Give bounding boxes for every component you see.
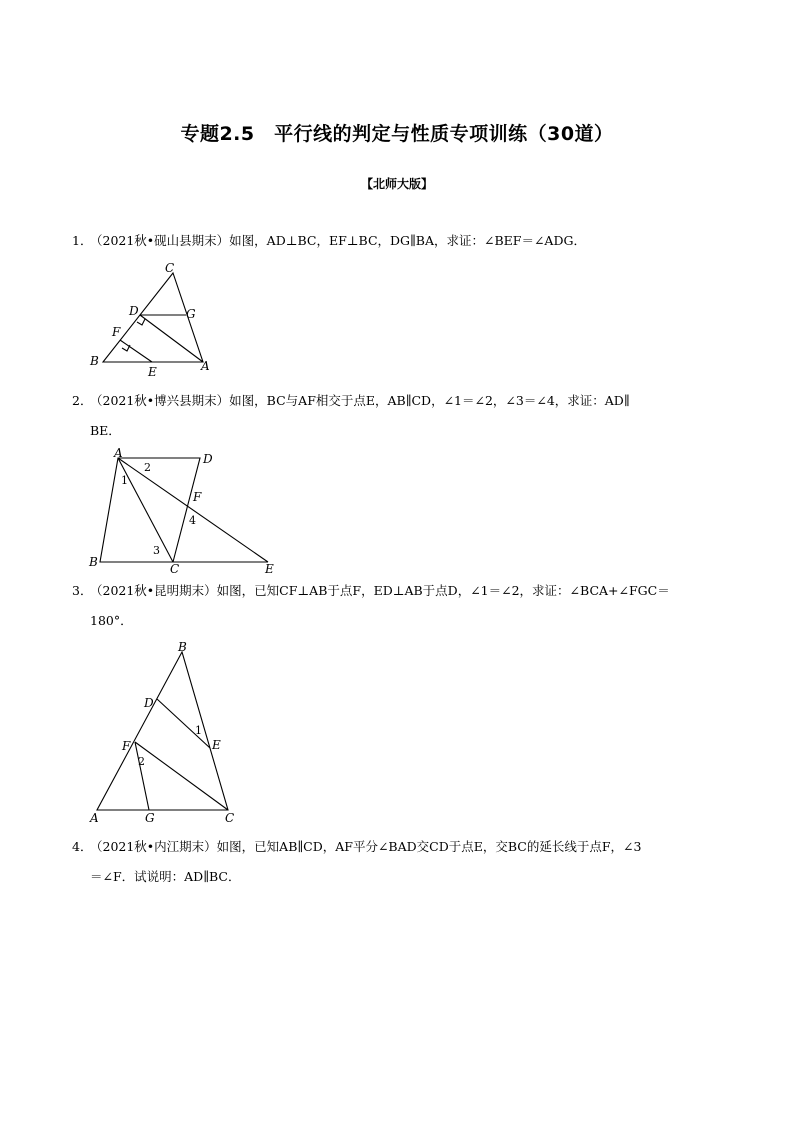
label-b: B	[90, 354, 99, 368]
label-c: C	[225, 811, 235, 825]
problem-statement: （2021秋•砚山县期末）如图，AD⊥BC，EF⊥BC，DG∥BA，求证：∠BEF＝∠ADG．	[90, 233, 586, 248]
edition-label: 【北师大版】	[360, 177, 433, 191]
problem-3-text-cont: 180°．	[90, 613, 133, 628]
page-title: 专题2.5 平行线的判定与性质专项训练（30道）	[180, 123, 614, 145]
label-a: A	[114, 446, 123, 460]
label-d: D	[129, 304, 139, 318]
problem-3-figure	[85, 637, 255, 832]
triangle-abc	[97, 652, 228, 810]
angle-2-label: 2	[138, 755, 145, 768]
label-a: A	[201, 359, 210, 373]
label-b: B	[89, 555, 98, 569]
angle-4-label: 4	[189, 514, 196, 527]
problem-4-text	[72, 839, 641, 855]
label-e: E	[148, 365, 157, 379]
problem-number: 3．	[72, 583, 93, 598]
segment-fg	[135, 742, 149, 810]
label-c: C	[165, 261, 175, 275]
label-d: D	[203, 452, 213, 466]
problem-2-text	[72, 393, 630, 409]
problem-2-figure	[85, 445, 285, 575]
problem-4-text-cont: ＝∠F．试说明：AD∥BC．	[90, 869, 241, 884]
label-e: E	[212, 738, 221, 752]
right-angle-mark-d	[137, 319, 145, 325]
label-g: G	[145, 811, 155, 825]
label-f: F	[193, 490, 202, 504]
segment-ad	[140, 315, 203, 362]
problem-statement: （2021秋•内江期末）如图，已知AB∥CD，AF平分∠BAD交CD于点E，交BC的延长线于点F，∠3	[90, 839, 642, 854]
label-c: C	[170, 562, 180, 576]
angle-3-label: 3	[153, 544, 160, 557]
label-b: B	[178, 640, 187, 654]
label-f: F	[122, 739, 131, 753]
problem-2-text-cont: BE．	[90, 423, 121, 438]
problem-number: 2．	[72, 393, 93, 408]
label-e: E	[265, 562, 274, 576]
problem-statement: （2021秋•昆明期末）如图，已知CF⊥AB于点F，ED⊥AB于点D，∠1＝∠2，求证：∠BCA+∠FGC＝	[90, 583, 670, 598]
problem-number: 1．	[72, 233, 93, 248]
segment-de	[157, 699, 210, 748]
label-f: F	[112, 325, 121, 339]
segment-ae	[118, 458, 268, 562]
problem-statement: （2021秋•博兴县期末）如图，BC与AF相交于点E，AB∥CD，∠1＝∠2，∠3＝∠4，求证：AD∥	[90, 393, 630, 408]
angle-2-label: 2	[144, 461, 151, 474]
label-d: D	[144, 696, 154, 710]
problem-1-text	[72, 233, 586, 249]
angle-1-label: 1	[195, 724, 202, 737]
segment-ef	[120, 340, 152, 362]
label-a: A	[90, 811, 99, 825]
angle-1-label: 1	[121, 474, 128, 487]
problem-number: 4．	[72, 839, 93, 854]
segment-fc	[135, 742, 228, 810]
label-g: G	[186, 307, 196, 321]
problem-1-figure	[85, 260, 225, 380]
problem-3-text	[72, 583, 670, 599]
